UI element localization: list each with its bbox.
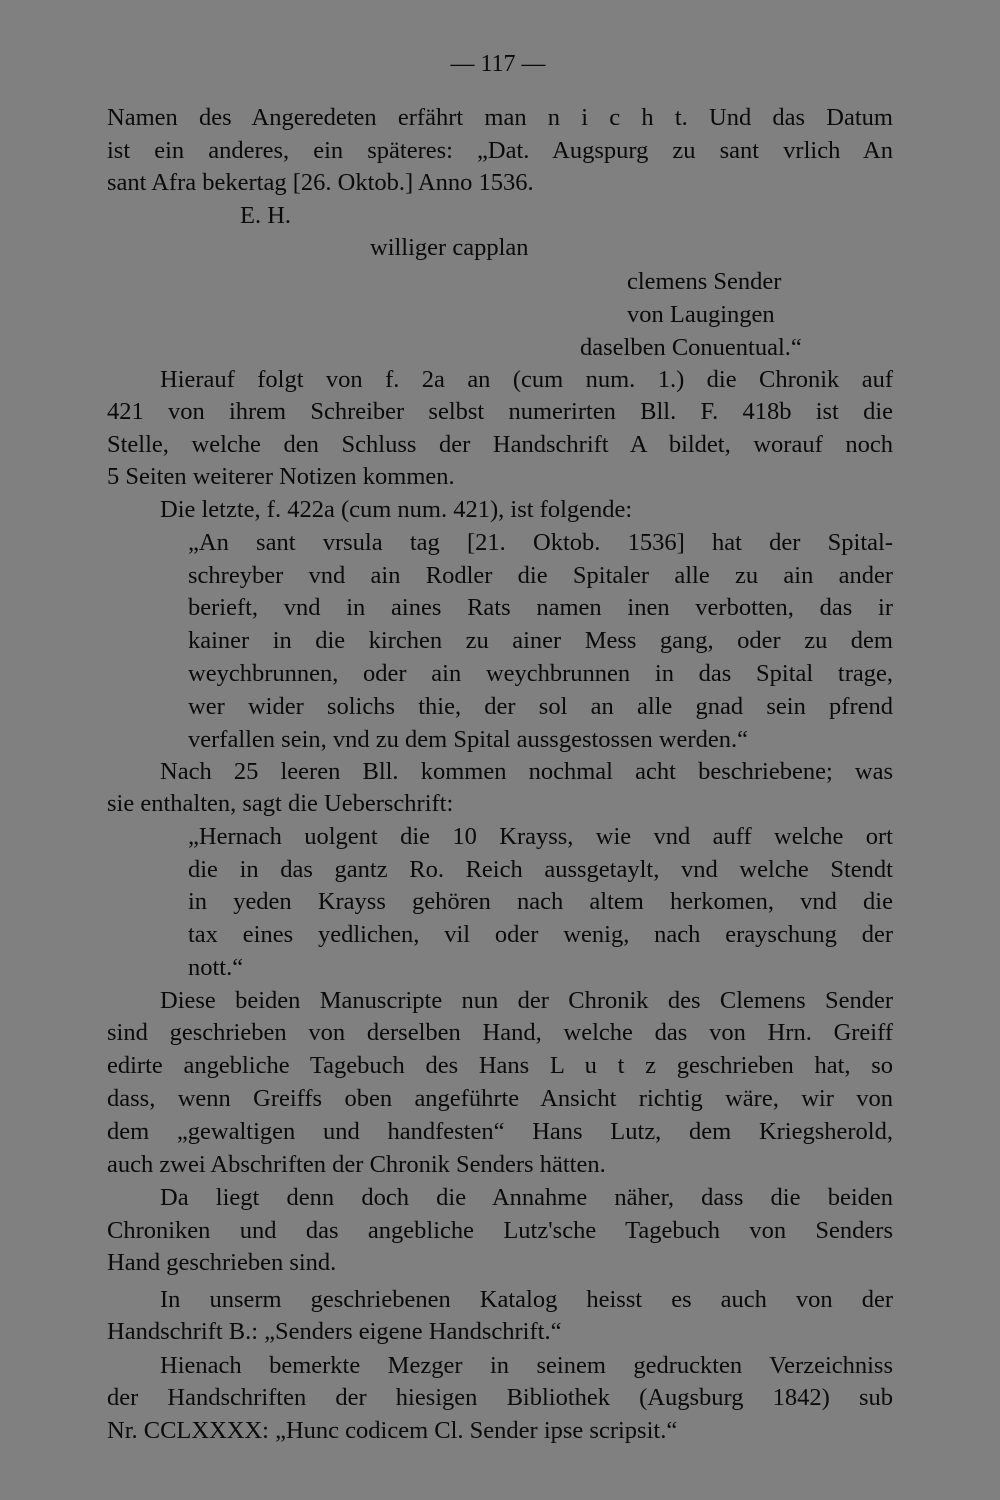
text-line-35: Chroniken und das angebliche Lutz'sche Tagebuch von Senders [107,1217,893,1244]
text-line-34: Da liegt denn doch die Annahme näher, dass die beiden [160,1184,893,1211]
text-line-17: kainer in die kirchen zu ainer Mess gang, oder zu dem [188,627,893,654]
text-line-30: edirte angebliche Tagebuch des Hans L u t z geschrieben hat, so [107,1052,893,1079]
text-line-10: 421 von ihrem Schreiber selbst numerirten Bll. F. 418b ist die [107,398,893,425]
text-line-26: tax eines yedlichen, vil oder wenig, nach erayschung der [188,921,893,948]
text-line-13: Die letzte, f. 422a (cum num. 421), ist folgende: [160,496,633,523]
text-line-1: Namen des Angeredeten erfährt man n i c h t. Und das Datum [107,104,893,131]
text-line-12: 5 Seiten weiterer Notizen kommen. [107,463,455,490]
text-line-20: verfallen sein, vnd zu dem Spital aussgestossen werden.“ [188,726,748,753]
text-line-25: in yeden Krayss gehören nach altem herkomen, vnd die [188,888,893,915]
text-line-11: Stelle, welche den Schluss der Handschrift A bildet, worauf noch [107,431,893,458]
text-line-31: dass, wenn Greiffs oben angeführte Ansicht richtig wäre, wir von [107,1085,893,1112]
text-line-24: die in das gantz Ro. Reich aussgetaylt, vnd welche Stendt [188,856,893,883]
text-line-15: schreyber vnd ain Rodler die Spitaler alle zu ain ander [188,562,893,589]
text-line-19: wer wider solichs thie, der sol an alle gnad sein pfrend [188,693,893,720]
text-line-2: ist ein anderes, ein späteres: „Dat. Augspurg zu sant vrlich An [107,137,893,164]
text-line-8: daselben Conuentual.“ [580,334,802,361]
text-line-18: weychbrunnen, oder ain weychbrunnen in das Spital trage, [188,660,893,687]
text-line-33: auch zwei Abschriften der Chronik Senders hätten. [107,1151,606,1178]
page-number: — 117 — [450,51,546,77]
text-line-41: Nr. CCLXXXX: „Hunc codicem Cl. Sender ipse scripsit.“ [107,1417,678,1444]
text-line-32: dem „gewaltigen und handfesten“ Hans Lutz, dem Kriegsherold, [107,1118,893,1145]
text-line-36: Hand geschrieben sind. [107,1249,337,1276]
text-line-29: sind geschrieben von derselben Hand, welche das von Hrn. Greiff [107,1019,893,1046]
text-line-38: Handschrift B.: „Senders eigene Handschrift.“ [107,1318,562,1345]
text-line-16: berieft, vnd in aines Rats namen inen verbotten, das ir [188,594,893,621]
text-line-4: E. H. [240,202,292,229]
text-line-5: williger capplan [370,234,529,261]
text-line-22: sie enthalten, sagt die Ueberschrift: [107,790,454,817]
text-line-14: „An sant vrsula tag [21. Oktob. 1536] hat der Spital- [188,529,893,556]
text-line-40: der Handschriften der hiesigen Bibliothek (Augsburg 1842) sub [107,1384,893,1411]
text-line-28: Diese beiden Manuscripte nun der Chronik des Clemens Sender [160,987,893,1014]
text-line-6: clemens Sender [627,268,782,295]
text-line-21: Nach 25 leeren Bll. kommen nochmal acht beschriebene; was [160,758,893,785]
text-line-23: „Hernach uolgent die 10 Krayss, wie vnd auff welche ort [188,823,893,850]
text-line-37: In unserm geschriebenen Katalog heisst es auch von der [160,1286,893,1313]
text-line-3: sant Afra bekertag [26. Oktob.] Anno 1536. [107,169,534,196]
text-line-7: von Laugingen [627,301,775,328]
text-line-27: nott.“ [188,954,244,981]
text-line-9: Hierauf folgt von f. 2a an (cum num. 1.) die Chronik auf [160,366,893,393]
text-line-39: Hienach bemerkte Mezger in seinem gedruckten Verzeichniss [160,1352,893,1379]
